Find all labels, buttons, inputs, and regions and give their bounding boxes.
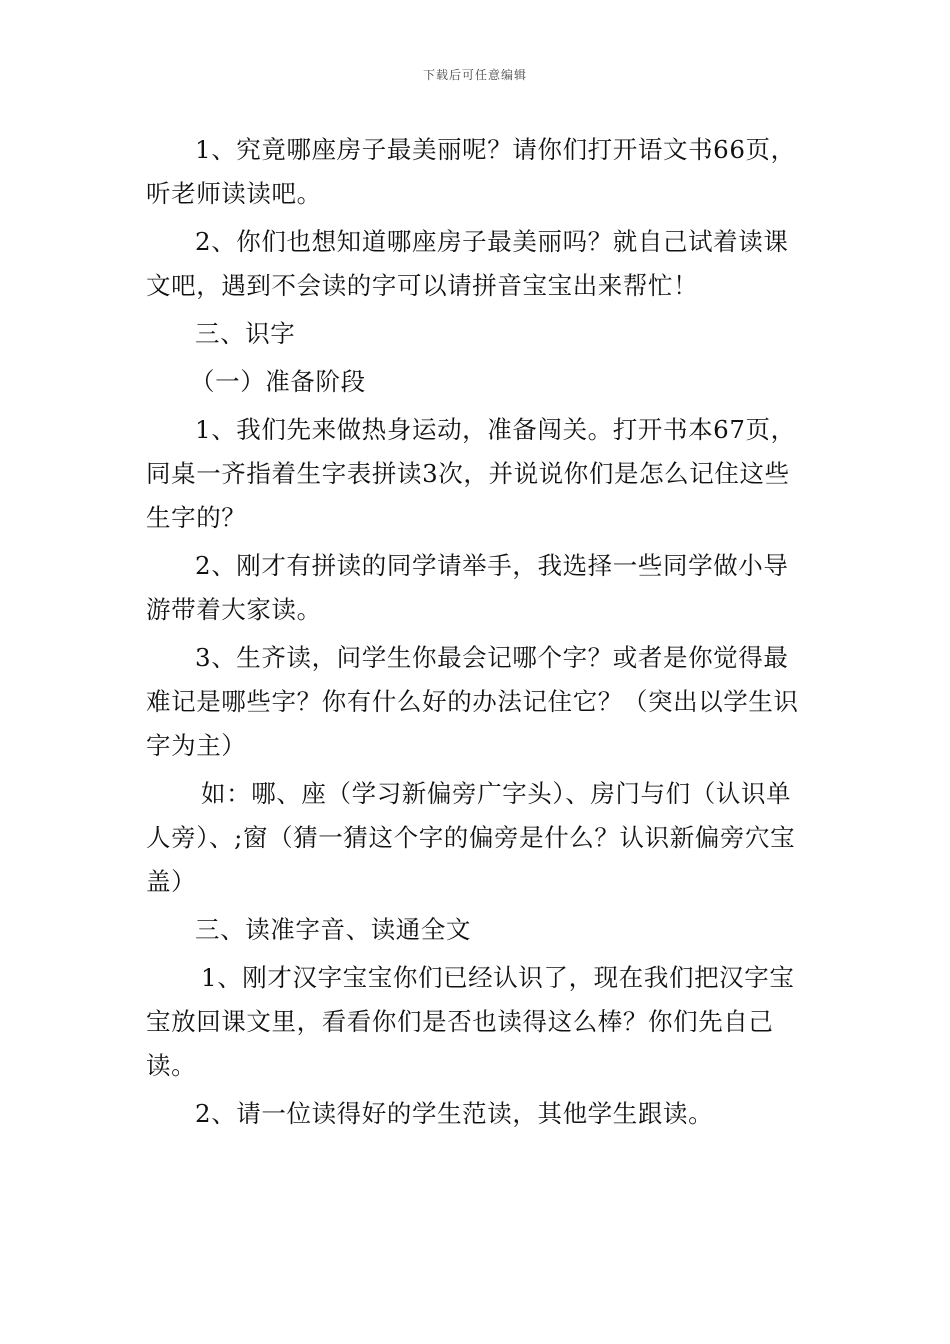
paragraph-3: 1、我们先来做热身运动，准备闯关。打开书本67页，同桌一齐指着生字表拼读3次，并说说你们是怎么记住这些生字的？	[146, 415, 796, 532]
document-body	[146, 128, 808, 1140]
paragraph-1: 1、究竟哪座房子最美丽呢？请你们打开语文书66页，听老师读读吧。	[146, 135, 796, 208]
paragraph-5: 3、生齐读，问学生你最会记哪个字？或者是你觉得最难记是哪些字？你有什么好的办法记住它？（突出以学生识字为主）	[146, 643, 799, 760]
paragraph-4: 2、刚才有拼读的同学请举手，我选择一些同学做小导游带着大家读。	[146, 551, 789, 624]
paragraph-examples: 如：哪、座（学习新偏旁广字头）、房门与们（认识单人旁）、;窗（猜一猜这个字的偏旁是什么？认识新偏旁穴宝盖）	[146, 779, 796, 896]
page-header-note: 下载后可任意编辑	[422, 68, 527, 82]
paragraph-2: 2、你们也想知道哪座房子最美丽吗？就自己试着读课文吧，遇到不会读的字可以请拼音宝宝出来帮忙！	[146, 227, 789, 300]
paragraph-6: 1、刚才汉字宝宝你们已经认识了，现在我们把汉字宝宝放回课文里，看看你们是否也读得这么棒？你们先自己读。	[146, 963, 795, 1080]
subsection-heading-preparation: （一）准备阶段	[190, 367, 366, 396]
paragraph-7: 2、请一位读得好的学生范读，其他学生跟读。	[195, 1099, 714, 1128]
section-heading-literacy: 三、识字	[195, 319, 296, 348]
section-heading-reading: 三、读准字音、读通全文	[195, 915, 472, 944]
